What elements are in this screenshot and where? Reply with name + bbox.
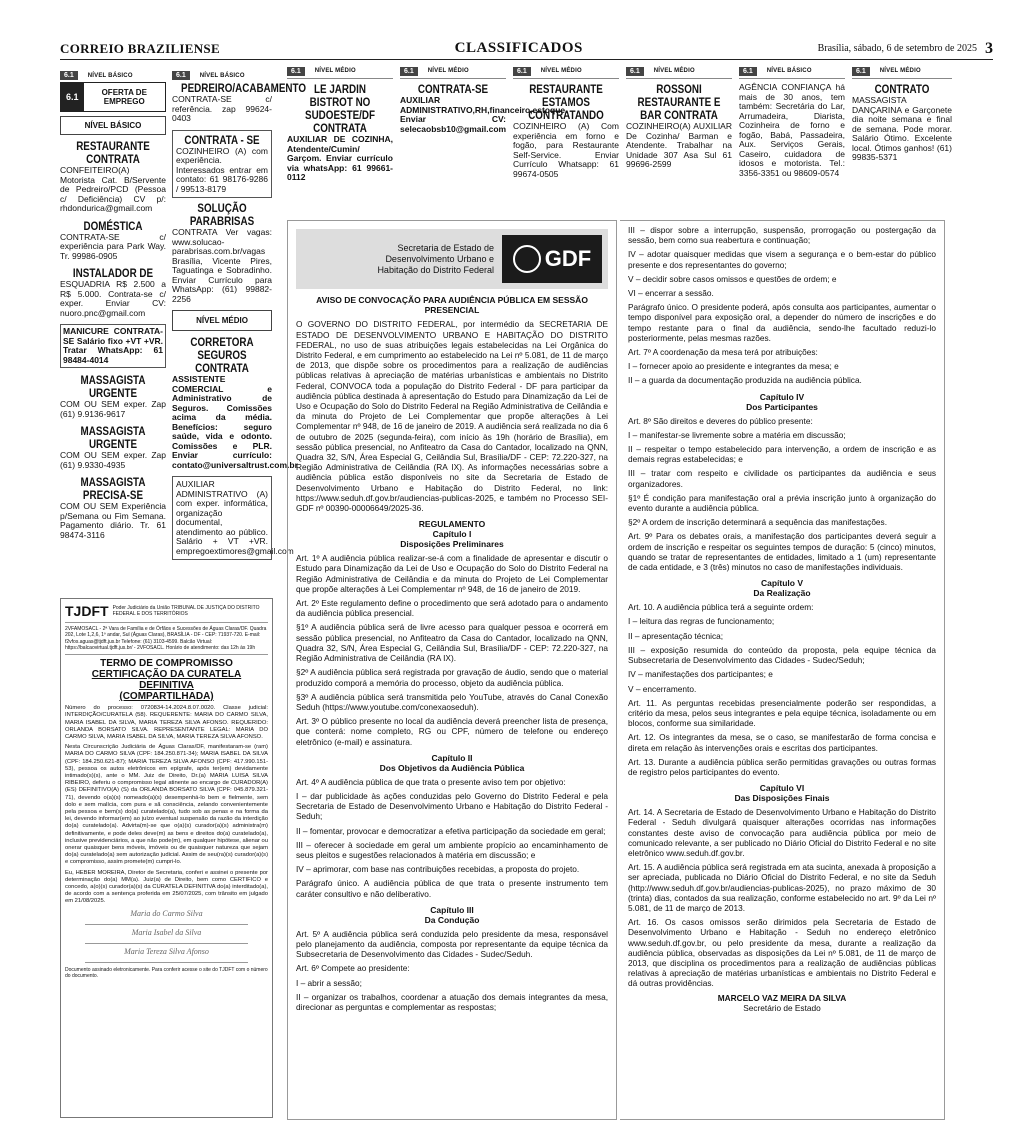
government-notice [287, 220, 617, 1120]
classified-ad: AUXILIAR ADMINISTRATIVO (A) com exper. informática, organização documental, atendimento ao público. Salário + VT +VR. empregoextimores@gmail.com [172, 476, 272, 560]
classified-ad: MASSAGISTA PRECISA-SE COM OU SEM Experiência p/Semana ou Fim Semana. Pagamento diário. Tr. 61 98474-3116 [60, 475, 166, 540]
court-name: Poder Judiciário da União TRIBUNAL DE JUSTIÇA DO DISTRITO FEDERAL E DOS TERRITÓRIOS [112, 605, 260, 617]
level-box: NÍVEL BÁSICO [60, 116, 166, 135]
classified-ad: MASSAGISTA URGENTE COM OU SEM exper. Zap (61) 9.9330-4935 [60, 424, 166, 470]
ad-column-4: 6.1 NÍVEL MÉDIO CONTRATA-SE AUXILIAR ADMINISTRATIVO,RH,financeiro,estoque. Enviar CV: selecaobsb10@gmail.com [400, 64, 506, 224]
tjdft-notice: TJDFT Poder Judiciário da União TRIBUNAL DE JUSTIÇA DO DISTRITO FEDERAL E DOS TERRITÓRIOS 2VFAMOSACL - 2ª Vara de Família e de Órfãos e Sucessões de Águas Claras/DF. Quadra 202, Lote 1,2,6, 1º andar, Sul (Águas Claras), BRASÍLIA - DF - CEP: 71937-720. E-mail: f2vfos.aguas@tjdft.jus.br Telefone: (61) 3103-4599. Balcão Virtual: https://balcaovirtual.tjdft.jus.br/ - 2VFOSACL. Horário de atendimento: das 12h às 19h TERMO DE COMPROMISSO CERTIFICAÇÃO DA CURATELA DEFINITIVA (COMPARTILHADA) Número do processo: 0720834-14.2024.8.07.0020. Classe judicial: INTERDIÇÃO/CURATELA (58). REQUERENTE: MARIA DO CARMO SILVA, MARIA ISABEL DA SILVA, MARIA TEREZA SILVA AFONSO. REQUERIDO: ORLANDA BORSATO SILVA. REPRESENTANTE LEGAL: MARIA DO CARMO SILVA, MARIA ISABEL DA SILVA, MARIA TEREZA SILVA AFONSO. Nesta Circunscrição Judiciária de Águas Claras/DF, manifestaram-se (ram) MARIA DO CARMO SILVA (CPF: 184.250.871-34); MARIA ISABEL DA SILVA (CPF: 184.250.621-87); MARIA TEREZA SILVA AFONSO (CPF: 417.990.151-53), pessoa os autos eletrônicos em epígrafe, após ter(em) devidamente intimado(s)(s), ante o MM. Juiz de Direito, Dr.(a) MARIA LUISA SILVA RIBEIRO, deferiu o compromisso legal atinente ao encargo de CURADOR(A)(ES) DEFINITIVO(A) (S) da ORLANDA BORSATO SILVA (CPF: 045.879.321-71), devendo o(a)(s) nomeado(a)(s) desempenhá-lo bem e fielmente, sem dolo e sem malícia, com pura e sã consciência, zelando convenientemente pela pessoa e bem(s) do(a) curatelado(a), tudo sob as penas e na forma da lei, devendo informar(em) ao juízo eventual suspensão da razão da interdição do(a) curatelado(a). Advirta(m)-se que o(a)(s) curador(a)(s) administra(m) definitivamente, e pode deles deve(m) as bens e direitos do(a) curatelado(a), inclusive previdenciários, a que não pode(m), em qualquer hipótese, alienar ou onerar quaisquer bens móveis, imóveis ou de quaisquer natureza que sejam do(a) curatelado(a) sem autorização judicial. Assim de seu(ra)(s) curador(a)(s) e compromisso, assim promete(m) cumpri-lo. Eu, HEBER MOREIRA, Diretor de Secretaria, conferi e assinei o presente por determinação do(a) MM(a). Juiz(a) de Direito, bem como CERTIFICO e concedo, a(o)(s) curador(a)(s) da CURATELA DEFINITIVA do(a) interditado(a), de acordo com a sentença proferida em 25/07/2025, com trânsito em julgado em 21/08/2025. Maria do Carmo Silva Maria Isabel da Silva Maria Tereza Silva Afonso Documento assinado eletronicamente. Para conferir acesse o site do TJDFT com o número do documento. [60, 598, 273, 1118]
column-level-header: 6.1 NÍVEL BÁSICO [60, 64, 166, 82]
court-info: 2VFAMOSACL - 2ª Vara de Família e de Órfãos e Sucessões de Águas Claras/DF. Quadra 202, Lote 1,2,6, 1º andar, Sul (Águas Claras), BRASÍLIA - DF - CEP: 71937-720. E-mail: f2vfos.aguas@tjdft.jus.br Telefone: (61) 3103-4599. Balcão Virtual: https://balcaovirtual.tjdft.jus.br/ - 2VFOSACL. Horário de atendimento: das 12h às 19h [65, 626, 268, 655]
header-right [818, 40, 993, 58]
classified-ad: MASSAGISTA URGENTE COM OU SEM exper. Zap (61) 9.9136-9617 [60, 373, 166, 419]
classified-ad: CONTRATA - SE COZINHEIRO (A) com experiência. Interessados entrar em contato: 61 98176-9286 / 99513-8179 [172, 130, 272, 199]
tjdft-logo: TJDFT [65, 603, 109, 619]
ad-column-5: 6.1 NÍVEL MÉDIO RESTAURANTE ESTAMOS CONTRATANDO COZINHEIRO (A) Com experiência em forno e fogão, para Restaurante Self-Service. Enviar Currículo Whatsapp: 61 99674-0505 [513, 64, 619, 224]
ad-column-8: 6.1 NÍVEL MÉDIO CONTRATO MASSAGISTA DANÇARINA e Garçonete dia noite semana e final de semana. Pode morar. Salário Ótimo. Excelente local. Ótimos ganhos! (61) 99835-5371 [852, 64, 952, 224]
signature-2: Maria Isabel da Silva [85, 928, 248, 944]
column-level-header: 6.1 NÍVEL BÁSICO [172, 64, 272, 82]
classified-ad: INSTALADOR DE ESQUADRIA R$ 2.500 a R$ 5.000. Contrata-se c/ exper. Enviar CV: nuoro.pnc@gmail.com [60, 266, 166, 318]
page-number: 3 [984, 39, 993, 57]
left-column [60, 64, 166, 546]
tree-icon [513, 245, 541, 273]
classified-ad: CORRETORA SEGUROS CONTRATA ASSISTENTE COMERCIAL e Administrativo de Seguros. Comissões acima da média. Benefícios: seguro saúde, vida e odonto. Comissões e PLR. Enviar currículo: contato@universaltrust.com.br [172, 335, 298, 470]
ad-column-3: 6.1 NÍVEL MÉDIO LE JARDIN BISTROT NO SUDOESTE/DF CONTRATA AUXILIAR DE COZINHA, Atendente/Cumin/ Garçom. Enviar currículo via whatsApp: 61 99661-0112 [287, 64, 393, 224]
gdf-logo: GDF [502, 235, 602, 283]
signer-role: Secretário de Estado [743, 1002, 821, 1013]
signature-1: Maria do Carmo Silva [85, 909, 248, 925]
page-header [60, 38, 993, 60]
tjdft-header [65, 603, 268, 623]
classified-ad: MANICURE CONTRATA-SE Salário fixo +VT +VR. Tratar WhatsApp: 61 98484-4014 [60, 324, 166, 368]
notice-title: TERMO DE COMPROMISSO [100, 658, 233, 670]
level-box: NÍVEL MÉDIO [172, 310, 272, 331]
notice-text-continued: III – dispor sobre a interrupção, suspensão, prorrogação ou postergação da sessão, bem como sua reabertura e continuação; IV – adotar quaisquer medidas que visem a segurança e o bem-estar do público presente e dos representantes do governo; V – decidir sobre casos omissos e questões de ordem; e VI – encerrar a sessão. Parágrafo único. O presidente poderá, após consulta aos participantes, aumentar o tempo disponível para exposição oral, a depender do número de inscrições e do tempo restante para o final da audiência, sendo-lhe facultado reduzi-lo posteriormente, pelas mesmas razões. Art. 7º A coordenação da mesa terá por atribuições: I – fornecer apoio ao presidente e integrantes da mesa; e II – a guarda da documentação produzida na audiência pública. Capítulo IV Dos Participantes Art. 8º São direitos e deveres do público presente: I – manifestar-se livremente sobre a matéria em discussão; II – respeitar o tempo estabelecido para intervenção, a ordem de inscrição e as demais regras estabelecidas; e III – tratar com respeito e civilidade os participantes da audiência e seus organizadores. §1º É condição para manifestação oral a prévia inscrição junto à organização do evento durante a audiência pública. §2º A ordem de inscrição determinará a sequência das manifestações. Art. 9º Para os debates orais, a manifestação dos participantes deverá seguir a ordem de inscrição e respeitar os seguintes tempos de duração: 5 (cinco) minutos, quando se tratar de representantes de entidades, limitado a 1 (um) representante de cada entidade, e 3 (três) minutos no caso de manifestações individuais. Capítulo V Da Realização Art. 10. A audiência pública terá a seguinte ordem: I – leitura das regras de funcionamento; II – apresentação técnica; III – exposição resumida do conteúdo da proposta, pela equipe técnica da Subsecretaria de Desenvolvimento das Cidades - Sudec/Seduh; IV – manifestações dos participantes; e V – encerramento. Art. 11. As perguntas recebidas presencialmente poderão ser respondidas, a critério da mesa, pelos seus integrantes e pela equipe técnica, isoladamente ou em blocos, conforme sua similaridade. Art. 12. Os integrantes da mesa, se o caso, se manifestarão de forma concisa e direta em relação às intervenções orais e escritas dos participantes. Art. 13. Durante a audiência pública serão permitidas gravações ou outras formas de registro pelos participantes do evento. Capítulo VI Das Disposições Finais Art. 14. A Secretaria de Estado de Desenvolvimento Urbano e Habitação do Distrito Federal - Seduh divulgará quaisquer alterações ocorridas nas informações constantes deste aviso de convocação para audiência pública por meio de comunicado relevante, a ser publicado no Diário Oficial do Distrito Federal e no site eletrônico www.seduh.df.gov.br. Art. 15. A audiência pública será registrada em ata sucinta, anexada à proposição a ser apreciada, publicada no Diário Oficial do Distrito Federal, e no site da Seduh (http://www.seduh.df.gov.br/audiencias-publicas-2025), no prazo máximo de 30 (trinta) dias, contados da sua realização, conforme estabelecido no art. 9º da Lei nº 5.081, de 11 de março de 2013. Art. 16. Os casos omissos serão dirimidos pela Secretaria de Estado de Desenvolvimento Urbano e Habitação - Seduh no endereço eletrônico www.seduh.df.gov.br, ou pelo presidente da mesa, durante a realização da audiência pública, observadas as disposições da Lei nº 5.081, de 11 de março de 2013, que disciplina os procedimentos para a realização de audiências públicas relativas à apreciação de matérias urbanísticas e ambientais no Distrito Federal e dá outras providências. MARCELO VAZ MEIRA DA SILVA Secretário de Estado [628, 225, 936, 1013]
dateline: Brasília, sábado, 6 de setembro de 2025 [817, 43, 977, 54]
job-offer-banner: 6.1 OFERTA DE EMPREGO [60, 82, 166, 112]
classified-ad: SOLUÇÃO PARABRISAS CONTRATA Ver vagas: www.solucao-parabrisas.com.br/vagas Brasília, Vicente Pires, Taguatinga e Sobradinho. Enviar Currículo para WhatsApp: (61) 99882-2256 [172, 201, 272, 304]
ad-column-6: 6.1 NÍVEL MÉDIO ROSSONI RESTAURANTE E BAR CONTRATA COZINHEIRO(A) AUXILIAR De Cozinha/ Barman e Atendente. Trabalhar na Unidade 307 Asa Sul 61 99696-2599 [626, 64, 732, 224]
classified-ad: RESTAURANTE CONTRATA CONFEITEIRO(A) Motorista Cat. B/Servente de Pedreiro/PCD (Pessoa c/ Deficiência) CV p/: rhdondurica@gmail.com [60, 139, 166, 213]
second-column [172, 64, 307, 564]
government-notice-continued [620, 220, 945, 1120]
notice-text: AVISO DE CONVOCAÇÃO PARA AUDIÊNCIA PÚBLICA EM SESSÃO PRESENCIAL O GOVERNO DO DISTRITO FEDERAL, por intermédio da SECRETARIA DE ESTADO DE DESENVOLVIMENTO URBANO E HABITAÇÃO DO DISTRITO FEDERAL, no uso de suas atribuições legais estabelecidas na Lei Orgânica do Distrito Federal, e em cumprimento ao estabelecido na Lei nº 5.081, de 11 de março de 2013, que dispõe sobre os procedimentos para a realização de audiências públicas relativas à apreciação de matérias urbanísticas e ambientais no Distrito Federal, CONVOCA toda a população do Distrito Federal - DF para participar da audiência pública destinada à apresentação do Estudo para Dinamização da Lei de Uso e Ocupação do Solo do Distrito Federal na Região Administrativa de Ceilândia e da minuta do Projeto de Lei Complementar que propõe alterações à Lei Complementar nº 948, de 16 de janeiro de 2019. A audiência será realizada no dia 6 de outubro de 2025 (segunda-feira), com início às 19h (horário de Brasília), em sessão pública presencial, no Anfiteatro da Casa do Cantador, localizado na QNN, Quadra 32, S/N, Área Especial G, Ceilândia Sul, Brasília/DF - CEP: 72.220-327, na Região Administrativa de Ceilândia (RA IX). As informações necessárias sobre a audiência pública estão disponíveis no site da Secretaria de Estado de Desenvolvimento Urbano e Habitação do Distrito Federal, no link: https://www.seduh.df.gov.br/audiencias-publicas-2025, e também no Processo SEI-GDF nº 00390-00006649/2025-36. REGULAMENTO Capítulo I Disposições Preliminares Art. 1º A audiência pública realizar-se-á com a finalidade de apresentar e discutir o Estudo para Dinamização da Lei de Uso e Ocupação do Solo do Distrito Federal na Região Administrativa de Ceilândia e da minuta do Projeto de Lei Complementar que propõe alterações à Lei Complementar nº 948, de 16 de janeiro de 2019. Art. 2º Este regulamento define o procedimento que será adotado para o andamento da audiência pública presencial. §1º A audiência pública será de livre acesso para qualquer pessoa e ocorrerá em sessão pública presencial, no Anfiteatro da Casa do Cantador, localizado na QNN, Quadra 32, S/N, Área Especial G, Ceilândia Sul, Brasília/DF - CEP: 72.220-327, na Região Administrativa de Ceilândia (RA IX). §2º A audiência pública será registrada por gravação de áudio, sendo que o material produzido comporá a memória do processo, objeto da audiência pública. §3º A audiência pública será transmitida pelo YouTube, através do Canal Conexão Seduh (https://www.youtube.com/conexaoseduh). Art. 3º O público presente no local da audiência deverá preencher lista de presença, que conterá: nome completo, RG ou CPF, número de telefone ou endereço eletrônico (e-mail) e assinatura. Capítulo II Dos Objetivos da Audiência Pública Art. 4º A audiência pública de que trata o presente aviso tem por objetivo: I – dar publicidade às ações conduzidas pelo Governo do Distrito Federal e pela Secretaria de Estado de Desenvolvimento Urbano e Habitação do Distrito Federal - Seduh; II – fomentar, provocar e democratizar a efetiva participação da sociedade em geral; III – oferecer à sociedade em geral um ambiente propício ao encaminhamento de seus pleitos e sugestões relacionados à matéria em discussão; e IV – aprimorar, com base nas contribuições recebidas, a proposta do projeto. Parágrafo único. A audiência pública de que trata o presente instrumento tem caráter consultivo e não deliberativo. Capítulo III Da Condução Art. 5º A audiência pública será conduzida pelo presidente da mesa, responsável pelo planejamento da audiência, composta por representante da equipe técnica da Subsecretaria de Desenvolvimento das Cidades - Sudec/Seduh. Art. 6º Compete ao presidente: I – abrir a sessão; II – organizar os trabalhos, coordenar a atuação dos demais integrantes da mesa, direcionar as perguntas e complementar as respostas; [296, 295, 608, 1012]
signature-3: Maria Tereza Silva Afonso [85, 947, 248, 963]
seduh-logo-band [296, 229, 608, 289]
classified-ad: PEDREIRO/ACABAMENTO CONTRATA-SE c/ referência. zap 99624-0403 [172, 81, 307, 123]
notice-title: AVISO DE CONVOCAÇÃO PARA AUDIÊNCIA PÚBLICA EM SESSÃO PRESENCIAL [316, 295, 588, 316]
ad-column-7: 6.1 NÍVEL BÁSICO AGÊNCIA CONFIANÇA há mais de 30 anos, tem também: Secretária do Lar, Arrumadeira, Diarista, Cozinheira de forno e fogão, Babá, Passadeira, Aux. Serviços Gerais, Caseiro, cuidadora de idosos e motorista. Tel.: 3356-3351 ou 98609-0574 [739, 64, 845, 224]
masthead: CORREIO BRAZILIENSE [60, 40, 220, 56]
classified-ad: DOMÉSTICA CONTRATA-SE c/ experiência para Park Way. Tr. 99986-0905 [60, 218, 166, 261]
qr-footer: Documento assinado eletronicamente. Para conferir acesse o site do TJDFT com o número do documento. [65, 966, 268, 979]
secretaria-name: Secretaria de Estado de Desenvolvimento Urbano e Habitação do Distrito Federal [377, 242, 494, 275]
section-title: CLASSIFICADOS [454, 40, 583, 56]
signer-name: MARCELO VAZ MEIRA DA SILVA [717, 992, 847, 1003]
